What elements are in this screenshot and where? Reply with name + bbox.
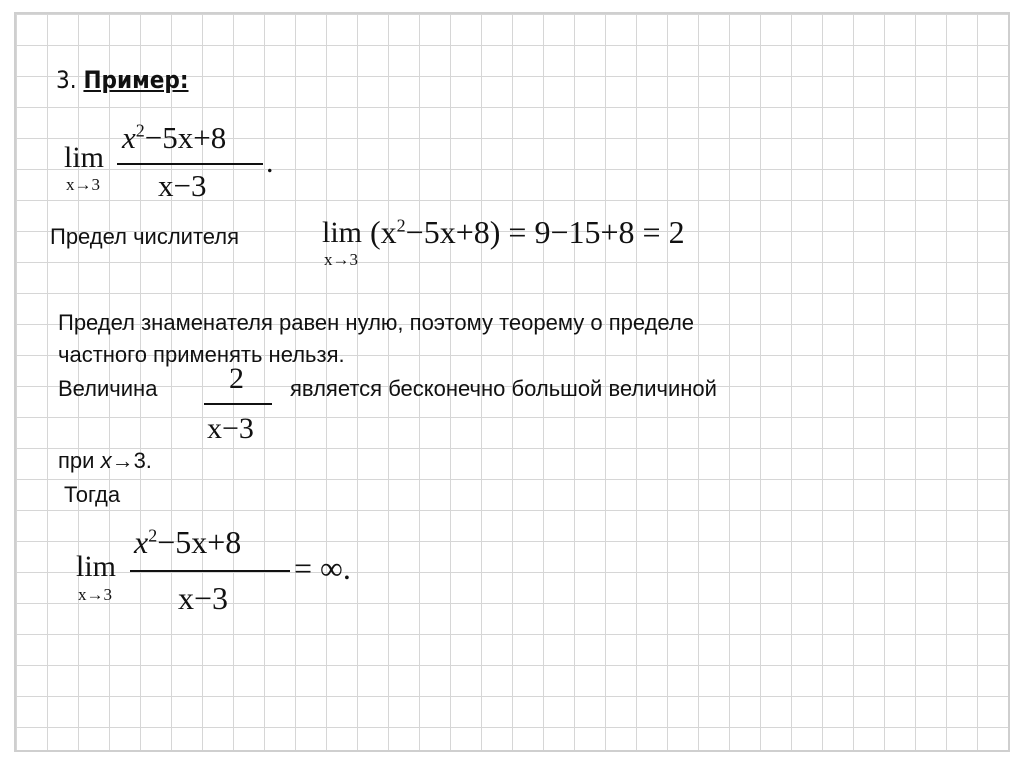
lim-subscript: x→3: [66, 175, 100, 194]
paragraph-line-4: при x→3.: [58, 448, 152, 473]
example-heading: [56, 66, 189, 94]
lim-operator: lim: [76, 550, 117, 583]
inline-fraction-bar: [204, 403, 272, 405]
fraction-numerator: $x^2-5x+8$: [134, 524, 242, 560]
lim-operator: lim: [64, 141, 105, 174]
lim-operator: lim: [322, 216, 363, 249]
paragraph-line-3-end: является бесконечно большой величиной: [290, 376, 717, 401]
lim-subscript: x→3: [324, 250, 358, 269]
fraction-denominator: x−3: [158, 168, 207, 203]
lim-subscript: x→3: [78, 585, 112, 604]
inline-fraction-numerator: 2: [229, 362, 244, 395]
example-number: 3.: [56, 66, 77, 94]
inline-fraction-denominator: x−3: [207, 412, 254, 445]
paragraph-line-3-start: Величина: [58, 376, 158, 401]
fraction-bar: [117, 163, 263, 165]
expression-period: .: [266, 146, 274, 179]
paragraph-line-5: Тогда: [64, 482, 121, 507]
paragraph-line-2: частного применять нельзя.: [58, 342, 345, 367]
result-infinity: = ∞.: [294, 550, 351, 586]
fraction-denominator: x−3: [178, 580, 229, 616]
fraction-numerator: $x^2-5x+8$: [122, 120, 227, 155]
numerator-limit-expression: $(x^2-5x+8) = 9-15+8 = 2$: [370, 214, 685, 250]
paragraph-line-1: Предел знаменателя равен нулю, поэтому теорему о пределе: [58, 310, 695, 335]
fraction-bar: [130, 570, 290, 572]
example-label: Пример:: [83, 66, 189, 94]
numerator-limit-label: Предел числителя: [50, 224, 240, 249]
